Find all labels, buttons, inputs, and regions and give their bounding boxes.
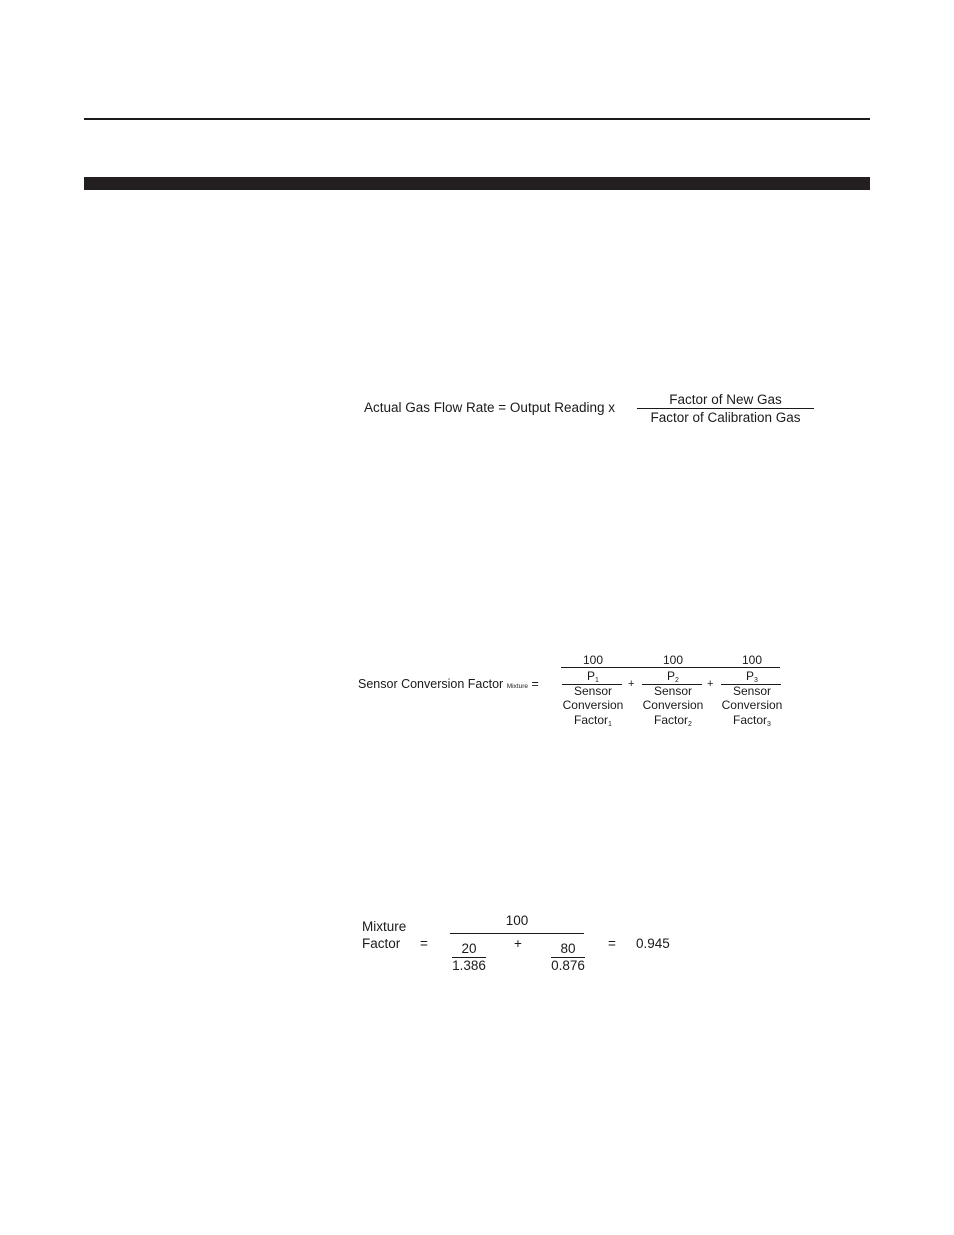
eq2-term1-line3 <box>553 713 633 733</box>
header-rule <box>84 118 870 120</box>
eq2-term3-p-sub: 3 <box>754 677 758 684</box>
eq2-term1-factor: Factor <box>574 713 609 727</box>
eq2-term2-p-sub: 2 <box>675 677 679 684</box>
eq2-equals: = <box>531 677 539 691</box>
eq2-term3-factor: Factor <box>733 713 768 727</box>
eq2-lhs-text: Sensor Conversion Factor <box>358 677 504 691</box>
section-bar <box>84 177 870 190</box>
eq1-lhs: Actual Gas Flow Rate = Output Reading x <box>364 400 616 415</box>
eq3-term2-num: 80 <box>560 941 576 956</box>
eq2-top-100-2: 100 <box>662 653 684 667</box>
eq2-top-100-3: 100 <box>741 653 763 667</box>
eq3-main-fraction-bar <box>450 933 584 934</box>
eq2-term1-factor-sub: 1 <box>608 721 612 728</box>
eq2-term2-line1: Sensor <box>653 684 693 698</box>
eq3-term2-den: 0.876 <box>551 958 585 973</box>
eq2-term3-line3 <box>712 713 792 733</box>
eq3-numerator: 100 <box>505 913 529 928</box>
eq1-fraction-bar <box>637 408 814 409</box>
eq2-term2-line3 <box>633 713 713 733</box>
eq2-term3-p-letter: P <box>746 669 755 683</box>
eq1-numerator: Factor of New Gas <box>669 392 782 407</box>
eq2-term2-line2: Conversion <box>642 698 704 712</box>
eq3-plus: + <box>514 936 522 951</box>
eq2-term1-p-letter: P <box>587 669 596 683</box>
eq1-denominator: Factor of Calibration Gas <box>650 410 801 425</box>
eq2-term1-line1: Sensor <box>573 684 613 698</box>
eq3-result: 0.945 <box>636 936 670 951</box>
eq2-lhs-subscript: Mixture <box>506 683 528 690</box>
eq2-term3-line1: Sensor <box>732 684 772 698</box>
eq2-lhs <box>358 677 539 691</box>
eq3-term1-den: 1.386 <box>452 958 486 973</box>
eq3-label-line1: Mixture <box>362 919 407 934</box>
eq2-plus-1: + <box>628 678 635 690</box>
eq2-term3-line2: Conversion <box>721 698 783 712</box>
eq2-term2-factor-sub: 2 <box>688 721 692 728</box>
eq2-main-fraction-bar <box>561 667 780 668</box>
eq2-term1-line2: Conversion <box>562 698 624 712</box>
eq2-plus-2: + <box>707 678 714 690</box>
eq2-term2-factor: Factor <box>654 713 689 727</box>
eq2-term1-p-sub: 1 <box>595 677 599 684</box>
eq3-label-line2: Factor <box>362 936 401 951</box>
eq2-term2-p-letter: P <box>667 669 676 683</box>
eq3-equals-2: = <box>608 936 616 951</box>
eq3-equals-1: = <box>420 936 428 951</box>
eq3-term1-num: 20 <box>461 941 477 956</box>
eq2-term3-factor-sub: 3 <box>767 721 771 728</box>
eq2-top-100-1: 100 <box>582 653 604 667</box>
